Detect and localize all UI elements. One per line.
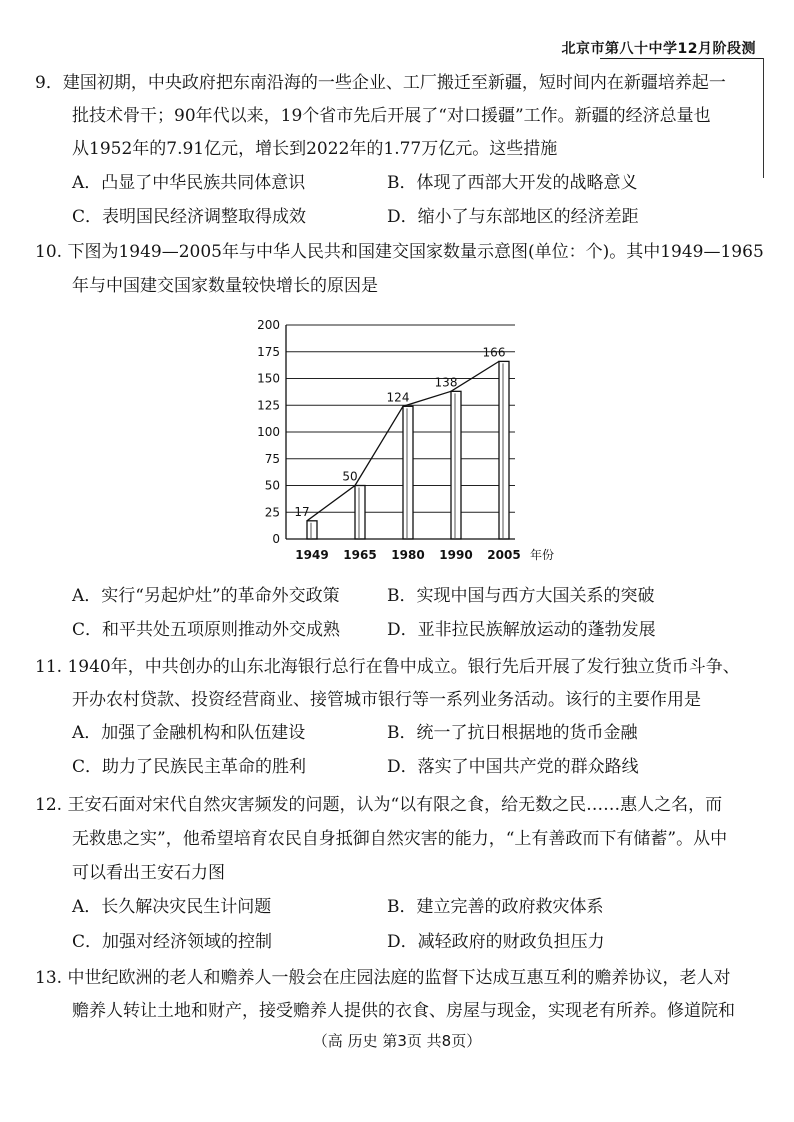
q12-line-1: 12. 王安石面对宋代自然灾害频发的问题，认为“以有限之食，给无数之民……惠人之名，而 <box>35 795 723 815</box>
margin-rule <box>763 58 764 178</box>
y-tick-0: 0 <box>272 532 280 546</box>
chart-x-ticks <box>295 548 520 562</box>
diplomatic-relations-chart <box>250 315 570 575</box>
y-tick-175: 175 <box>257 344 280 359</box>
q10-line-1: 10. 下图为1949—2005年与中华人民共和国建交国家数量示意图(单位：个)。其中1949—1965 <box>35 242 764 262</box>
q12-line-3: 可以看出王安石力图 <box>72 863 225 883</box>
q12-line-2: 无救患之实”，他希望培育农民自身抵御自然灾害的能力，“上有善政而下有储蓄”。从中 <box>72 829 728 849</box>
q10-option-a: A．实行“另起炉灶”的革命外交政策 <box>72 586 340 606</box>
bar-1949 <box>307 521 317 539</box>
q11-option-a: A．加强了金融机构和队伍建设 <box>72 723 306 743</box>
chart-x-label: 年份 <box>530 548 555 562</box>
q11-option-d: D．落实了中国共产党的群众路线 <box>387 757 639 777</box>
y-tick-150: 150 <box>257 371 280 386</box>
q11-line-1: 11. 1940年，中共创办的山东北海银行总行在鲁中成立。银行先后开展了发行独立货币斗争、 <box>35 657 740 677</box>
q10-line-2: 年与中国建交国家数量较快增长的原因是 <box>72 276 378 296</box>
q9-line-2: 批技术骨干；90年代以来，19个省市先后开展了“对口援疆”工作。新疆的经济总量也 <box>72 106 711 126</box>
q10-option-b: B．实现中国与西方大国关系的突破 <box>387 586 655 606</box>
q11-line-2: 开办农村贷款、投资经营商业、接管城市银行等一系列业务活动。该行的主要作用是 <box>72 690 701 710</box>
data-label-1949: 17 <box>294 504 310 519</box>
x-tick-1990: 1990 <box>439 548 473 562</box>
q10-option-c: C．和平共处五项原则推动外交成熟 <box>72 620 341 640</box>
q9-line-3: 从1952年的7.91亿元，增长到2022年的1.77万亿元。这些措施 <box>72 139 558 159</box>
bar-1990 <box>451 391 461 539</box>
q9-option-c: C．表明国民经济调整取得成效 <box>72 207 307 227</box>
q13-line-1: 13. 中世纪欧洲的老人和赡养人一般会在庄园法庭的监督下达成互惠互利的赡养协议，老人对 <box>35 968 731 988</box>
y-tick-50: 50 <box>264 478 280 493</box>
q12-option-c: C．加强对经济领域的控制 <box>72 932 273 952</box>
x-tick-2005: 2005 <box>487 548 521 562</box>
q11-option-c: C．助力了民族民主革命的胜利 <box>72 757 307 777</box>
y-tick-200: 200 <box>257 318 280 332</box>
data-label-1990: 138 <box>434 375 458 390</box>
data-label-1980: 124 <box>386 390 410 405</box>
y-tick-100: 100 <box>257 425 280 439</box>
bar-1965 <box>355 486 365 540</box>
data-label-2005: 166 <box>482 345 506 360</box>
q9-option-b: B．体现了西部大开发的战略意义 <box>387 173 638 193</box>
q10-option-d: D．亚非拉民族解放运动的蓬勃发展 <box>387 620 656 640</box>
q12-option-b: B．建立完善的政府救灾体系 <box>387 897 604 917</box>
y-tick-25: 25 <box>264 505 280 520</box>
x-tick-1965: 1965 <box>343 548 377 562</box>
data-label-1965: 50 <box>342 469 358 484</box>
q11-option-b: B．统一了抗日根据地的货币金融 <box>387 723 638 743</box>
x-tick-1980: 1980 <box>391 548 425 562</box>
bar-1980 <box>403 406 413 539</box>
chart-y-ticks <box>257 318 280 546</box>
y-tick-75: 75 <box>264 451 280 466</box>
q12-option-a: A．长久解决灾民生计问题 <box>72 897 272 917</box>
header-rule <box>600 58 764 59</box>
x-tick-1949: 1949 <box>295 548 329 562</box>
y-tick-125: 125 <box>257 398 280 413</box>
page-footer: （高 历史 第3页 共8页） <box>312 1032 482 1050</box>
q13-line-2: 赡养人转让土地和财产，接受赡养人提供的衣食、房屋与现金，实现老有所养。修道院和 <box>72 1001 735 1021</box>
bar-2005 <box>499 361 509 539</box>
q9-option-d: D．缩小了与东部地区的经济差距 <box>387 207 639 227</box>
exam-header: 北京市第八十中学12月阶段测 <box>561 41 756 57</box>
q12-option-d: D．减轻政府的财政负担压力 <box>387 932 605 952</box>
q9-line-1: 9．建国初期，中央政府把东南沿海的一些企业、工厂搬迁至新疆，短时间内在新疆培养起一 <box>35 73 726 93</box>
chart-gridlines <box>286 325 515 512</box>
q9-option-a: A．凸显了中华民族共同体意识 <box>72 173 306 193</box>
